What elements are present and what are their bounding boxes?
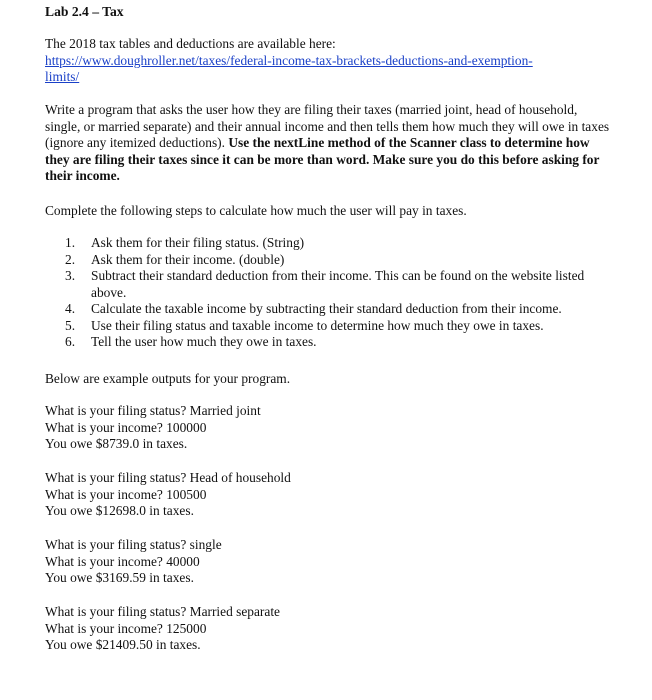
list-item xyxy=(45,318,615,335)
list-item xyxy=(45,235,615,252)
example-output-head-of-household xyxy=(45,470,291,520)
step-text: Calculate the taxable income by subtracting their standard deduction from their income. xyxy=(91,301,562,316)
example-line: What is your income? 40000 xyxy=(45,553,200,569)
step-text: Tell the user how much they owe in taxes. xyxy=(91,334,317,349)
step-number: 1. xyxy=(65,235,76,250)
list-item xyxy=(45,301,615,318)
example-output-married-joint xyxy=(45,403,261,453)
example-line: You owe $12698.0 in taxes. xyxy=(45,503,194,518)
step-text: Subtract their standard deduction from their income. This can be found on the website listed above. xyxy=(91,268,585,300)
example-output-single xyxy=(45,537,222,587)
example-line: What is your filing status? single xyxy=(45,537,222,552)
steps-list xyxy=(45,235,615,351)
tax-tables-link[interactable] xyxy=(45,53,533,85)
example-line: What is your filing status? Married joint xyxy=(45,403,261,418)
step-text: Ask them for their income. (double) xyxy=(91,251,285,267)
intro-block xyxy=(45,36,615,86)
example-line: You owe $8739.0 in taxes. xyxy=(45,436,188,451)
steps-intro: Complete the following steps to calculate how much the user will pay in taxes. xyxy=(45,203,467,218)
step-number: 6. xyxy=(65,334,76,349)
example-line: You owe $21409.50 in taxes. xyxy=(45,637,201,652)
link-line-1: https://www.doughroller.net/taxes/federal-income-tax-brackets-deductions-and-exemption- xyxy=(45,52,533,68)
step-number: 3. xyxy=(65,268,76,283)
example-line: What is your income? 125000 xyxy=(45,620,207,636)
step-text: Ask them for their filing status. (String) xyxy=(91,235,305,250)
step-number: 4. xyxy=(65,301,76,316)
list-item xyxy=(45,268,615,301)
list-item xyxy=(45,252,615,269)
instructions-bold-text: Use the nextLine method of the Scanner class to determine how they are filing their taxes since it can be more than word. Make sure you do this before asking for their income. xyxy=(45,135,600,183)
list-item xyxy=(45,334,615,351)
example-line: What is your income? 100000 xyxy=(45,419,207,435)
step-number: 2. xyxy=(65,251,76,267)
instructions-paragraph xyxy=(45,102,615,185)
example-line: You owe $3169.59 in taxes. xyxy=(45,570,194,585)
link-line-2: limits/ xyxy=(45,69,80,84)
instructions-text: Write a program that asks the user how they are filing their taxes (married joint, head of household, single, or married separate) and their annual income and then tells them how much they will owe in taxes (ignore any itemized deductions). xyxy=(45,102,610,150)
step-number: 5. xyxy=(65,317,76,333)
example-line: What is your income? 100500 xyxy=(45,486,207,502)
intro-text: The 2018 tax tables and deductions are available here: xyxy=(45,36,336,51)
example-line: What is your filing status? Head of household xyxy=(45,470,291,485)
page-title: Lab 2.4 – Tax xyxy=(45,4,124,19)
examples-intro: Below are example outputs for your program. xyxy=(45,371,291,386)
example-output-married-separate xyxy=(45,604,280,654)
example-line: What is your filing status? Married separate xyxy=(45,604,281,619)
step-text: Use their filing status and taxable income to determine how much they owe in taxes. xyxy=(91,317,544,333)
